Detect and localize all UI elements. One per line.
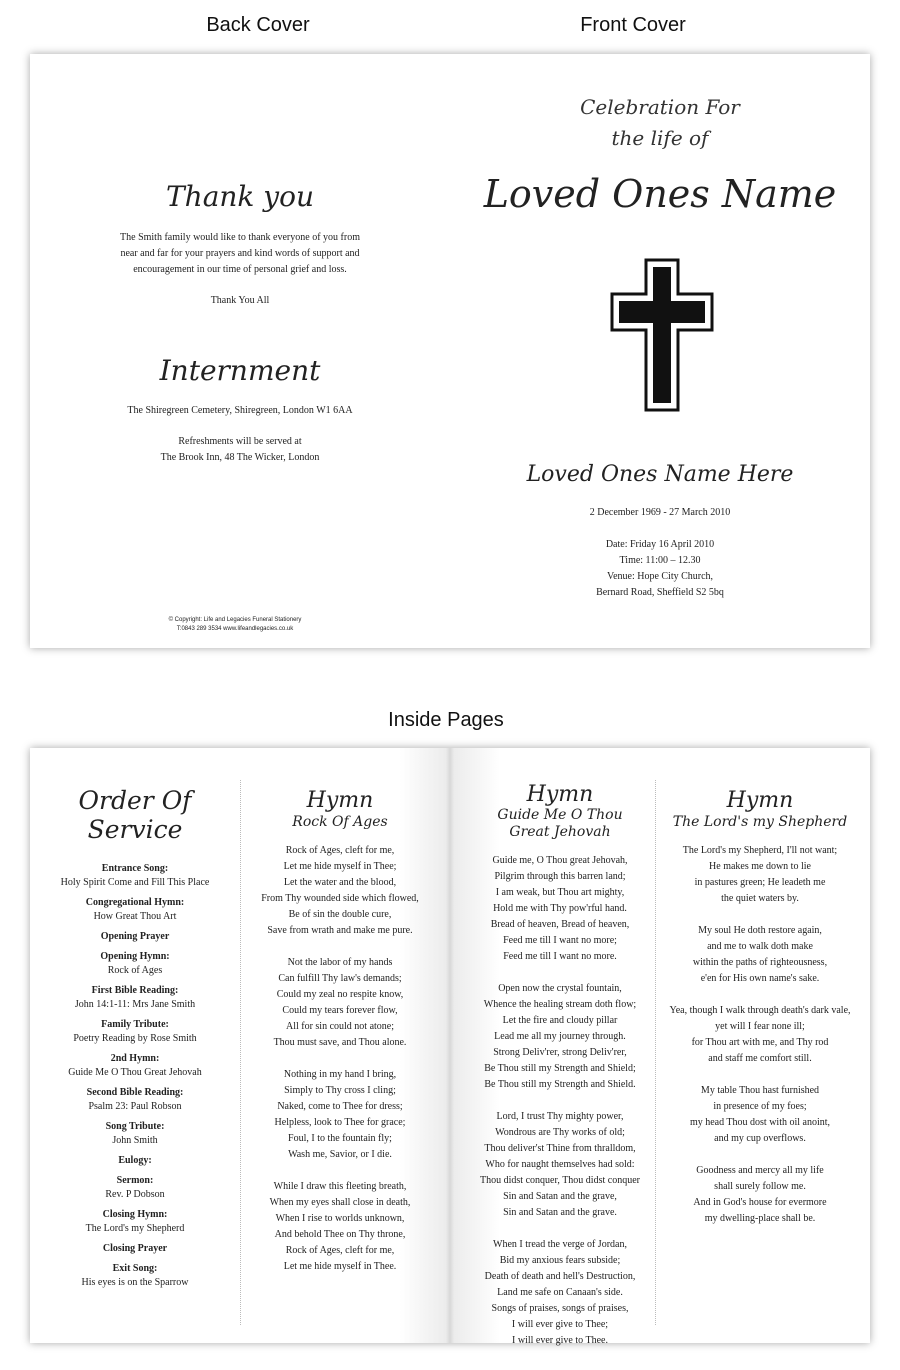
back-cover-label: Back Cover bbox=[206, 14, 310, 36]
order-item-value: Rock of Ages bbox=[107, 965, 163, 976]
hymn-line: within the paths of righteousness, bbox=[692, 957, 828, 968]
hymn-line: Simply to Thy cross I cling; bbox=[284, 1085, 396, 1096]
hymn-line: And behold Thee on Thy throne, bbox=[274, 1229, 406, 1240]
refreshments-text: Refreshments will be served at The Brook Inn, 48 The Wicker, London bbox=[160, 436, 320, 463]
hymn-line: Open now the crystal fountain, bbox=[498, 983, 622, 994]
hymn-stanza bbox=[658, 1003, 862, 1067]
service-details: Date: Friday 16 April 2010 Time: 11:00 – 12.30 Venue: Hope City Church, Bernard Road, Sheffield S2 5bq bbox=[596, 539, 724, 598]
hymn-lyrics bbox=[658, 843, 862, 1227]
hymn-line: Not the labor of my hands bbox=[287, 957, 393, 968]
column-divider bbox=[240, 780, 241, 1325]
hymn-line: Who for naught themselves had sold: bbox=[485, 1159, 635, 1170]
hymn-stanza bbox=[658, 1163, 862, 1227]
hymn-line: While I draw this fleeting breath, bbox=[273, 1181, 407, 1192]
hymn-line: the quiet waters by. bbox=[721, 893, 799, 904]
hymn-line: And in God's house for evermore bbox=[693, 1197, 827, 1208]
hymn-line: Hold me with Thy pow'rful hand. bbox=[493, 903, 627, 914]
hymn-line: I will ever give to Thee. bbox=[512, 1335, 608, 1346]
hymn-line: Naked, come to Thee for dress; bbox=[277, 1101, 403, 1112]
hymn-line: Thou deliver'st Thine from thralldom, bbox=[484, 1143, 636, 1154]
order-item bbox=[40, 1052, 230, 1080]
hymn-line: Nothing in my hand I bring, bbox=[283, 1069, 397, 1080]
hymn-line: My table Thou hast furnished bbox=[700, 1085, 820, 1096]
hymn-line: yet will I fear none ill; bbox=[715, 1021, 805, 1032]
order-item-heading: Exit Song: bbox=[112, 1263, 158, 1274]
order-item bbox=[40, 1208, 230, 1236]
hymn-line: My soul He doth restore again, bbox=[698, 925, 822, 936]
hymn-stanza bbox=[462, 1237, 658, 1349]
order-item-heading: First Bible Reading: bbox=[91, 985, 179, 996]
hymn-line: I am weak, but Thou art mighty, bbox=[495, 887, 625, 898]
order-item-heading: Eulogy: bbox=[118, 1155, 152, 1166]
internment-title: Internment bbox=[159, 354, 321, 387]
hymn-stanza bbox=[242, 1179, 438, 1275]
hymn-line: e'en for His own name's sake. bbox=[700, 973, 820, 984]
copyright: © Copyright: Life and Legacies Funeral Stationery T:0843 289 3534 www.lifeandlegacies.co.uk bbox=[168, 617, 302, 632]
order-item bbox=[40, 896, 230, 924]
hymn-line: Whence the healing stream doth flow; bbox=[483, 999, 637, 1010]
order-item-value: Psalm 23: Paul Robson bbox=[88, 1101, 182, 1112]
order-item-heading: Congregational Hymn: bbox=[85, 897, 185, 908]
hymn-line: Feed me till I want no more; bbox=[503, 935, 617, 946]
cross-icon bbox=[610, 258, 714, 412]
hymn-line: Goodness and mercy all my life bbox=[696, 1165, 824, 1176]
hymn-stanza bbox=[462, 1109, 658, 1221]
hymn-line: and me to walk doth make bbox=[707, 941, 813, 952]
hymn-stanza bbox=[658, 923, 862, 987]
order-item-heading: Family Tribute: bbox=[101, 1019, 169, 1030]
hymn-line: for Thou art with me, and Thy rod bbox=[691, 1037, 829, 1048]
hymn-line: When I rise to worlds unknown, bbox=[275, 1213, 405, 1224]
order-item-heading: Entrance Song: bbox=[101, 863, 169, 874]
hymn-lyrics bbox=[462, 853, 658, 1349]
order-item bbox=[40, 1174, 230, 1202]
order-item-heading: Second Bible Reading: bbox=[86, 1087, 184, 1098]
hymn-line: Pilgrim through this barren land; bbox=[494, 871, 626, 882]
order-item-value: Holy Spirit Come and Fill This Place bbox=[60, 877, 210, 888]
hymn-line: Songs of praises, songs of praises, bbox=[491, 1303, 629, 1314]
order-item bbox=[40, 1086, 230, 1114]
hymn-line: Bread of heaven, Bread of heaven, bbox=[490, 919, 630, 930]
hymn-line: Let the fire and cloudy pillar bbox=[502, 1015, 618, 1026]
order-item bbox=[40, 1120, 230, 1148]
order-item-heading: Closing Hymn: bbox=[102, 1209, 168, 1220]
hymn-title: Guide Me O Thou Great Jehovah bbox=[497, 807, 623, 840]
hymn-stanza bbox=[242, 843, 438, 939]
order-title: Order Of Service bbox=[78, 786, 192, 844]
hymn-line: Land me safe on Canaan's side. bbox=[497, 1287, 623, 1298]
hymn-line: Yea, though I walk through death's dark vale, bbox=[669, 1005, 851, 1016]
hymn-stanza bbox=[658, 1083, 862, 1147]
hymn-line: Be of sin the double cure, bbox=[288, 909, 392, 920]
hymn-line: Lord, I trust Thy mighty power, bbox=[496, 1111, 624, 1122]
celebration-heading: Celebration For the life of bbox=[580, 95, 740, 150]
thankyou-text: The Smith family would like to thank everyone of you from near and far for your prayers and kind words of support and encouragement in our time of personal grief and loss. bbox=[120, 232, 360, 275]
back-cover bbox=[30, 54, 450, 648]
hymn-line: my head Thou dost with oil anoint, bbox=[689, 1117, 831, 1128]
hymn-lyrics bbox=[242, 843, 438, 1275]
hymn-line: Be Thou still my Strength and Shield; bbox=[484, 1063, 636, 1074]
hymn-stanza bbox=[242, 955, 438, 1051]
order-item bbox=[40, 930, 230, 944]
hymn-line: Let the water and the blood, bbox=[283, 877, 397, 888]
hymn-line: Let me hide myself in Thee; bbox=[283, 861, 397, 872]
order-item bbox=[40, 950, 230, 978]
hymn-line: Rock of Ages, cleft for me, bbox=[285, 1245, 395, 1256]
order-item-heading: Song Tribute: bbox=[105, 1121, 165, 1132]
hymn-line: All for sin could not atone; bbox=[285, 1021, 395, 1032]
order-item-heading: Opening Hymn: bbox=[100, 951, 170, 962]
hymn-line: The Lord's my Shepherd, I'll not want; bbox=[682, 845, 838, 856]
hymn-line: When my eyes shall close in death, bbox=[269, 1197, 411, 1208]
hymn-line: Rock of Ages, cleft for me, bbox=[285, 845, 395, 856]
hymn-line: Strong Deliv'rer, strong Deliv'rer, bbox=[493, 1047, 627, 1058]
front-cover bbox=[450, 54, 870, 648]
order-item-value: John 14:1-11: Mrs Jane Smith bbox=[74, 999, 196, 1010]
life-dates: 2 December 1969 - 27 March 2010 bbox=[589, 507, 731, 518]
order-of-service bbox=[40, 786, 230, 1296]
front-cover-label: Front Cover bbox=[580, 14, 686, 36]
hymn-line: Could my tears forever flow, bbox=[282, 1005, 398, 1016]
hymn-line: He makes me down to lie bbox=[709, 861, 811, 872]
loved-one-name-here: Loved Ones Name Here bbox=[526, 462, 794, 487]
hymn-line: and staff me comfort still. bbox=[708, 1053, 812, 1064]
order-list bbox=[40, 862, 230, 1290]
order-item-heading: Opening Prayer bbox=[100, 931, 170, 942]
order-item-value: Guide Me O Thou Great Jehovah bbox=[68, 1067, 202, 1078]
hymn-label: Hymn bbox=[526, 782, 594, 807]
order-item bbox=[40, 984, 230, 1012]
order-item-heading: Closing Prayer bbox=[102, 1243, 168, 1254]
hymn-title: The Lord's my Shepherd bbox=[672, 814, 848, 830]
hymn-line: Bid my anxious fears subside; bbox=[499, 1255, 621, 1266]
hymn-title: Rock Of Ages bbox=[292, 814, 388, 830]
order-item bbox=[40, 1242, 230, 1256]
hymn-stanza bbox=[658, 843, 862, 907]
hymn-line: Helpless, look to Thee for grace; bbox=[274, 1117, 406, 1128]
hymn-line: Feed me till I want no more. bbox=[503, 951, 617, 962]
order-item bbox=[40, 1018, 230, 1046]
hymn-line: Death of death and hell's Destruction, bbox=[484, 1271, 636, 1282]
hymn-line: Thou must save, and Thou alone. bbox=[273, 1037, 407, 1048]
hymn-line: Guide me, O Thou great Jehovah, bbox=[492, 855, 628, 866]
hymn-line: Lead me all my journey through. bbox=[494, 1031, 626, 1042]
thankyou-title: Thank you bbox=[165, 180, 314, 213]
order-item bbox=[40, 1154, 230, 1168]
hymn-line: shall surely follow me. bbox=[714, 1181, 806, 1192]
order-item-value: His eyes is on the Sparrow bbox=[81, 1277, 189, 1288]
hymn-line: Thou didst conquer, Thou didst conquer bbox=[480, 1175, 640, 1186]
hymn-line: From Thy wounded side which flowed, bbox=[261, 893, 419, 904]
hymn-line: Could my zeal no respite know, bbox=[276, 989, 404, 1000]
hymn-line: Let me hide myself in Thee. bbox=[283, 1261, 397, 1272]
order-item-value: John Smith bbox=[112, 1135, 158, 1146]
thankyou-sign: Thank You All bbox=[210, 295, 270, 306]
hymn-line: Sin and Satan and the grave, bbox=[503, 1191, 617, 1202]
cover-sheet bbox=[30, 54, 870, 648]
order-item bbox=[40, 1262, 230, 1290]
hymn-stanza bbox=[462, 981, 658, 1093]
inside-sheet bbox=[30, 748, 870, 1346]
hymn-line: Sin and Satan and the grave. bbox=[503, 1207, 617, 1218]
hymn-label: Hymn bbox=[726, 788, 794, 813]
hymn-stanza bbox=[242, 1067, 438, 1163]
hymn-stanza bbox=[462, 853, 658, 965]
hymn-rock-of-ages bbox=[242, 788, 438, 1291]
order-item-value: Rev. P Dobson bbox=[105, 1189, 165, 1200]
hymn-line: Be Thou still my Strength and Shield. bbox=[484, 1079, 636, 1090]
hymn-line: and my cup overflows. bbox=[714, 1133, 806, 1144]
hymn-line: in presence of my foes; bbox=[713, 1101, 807, 1112]
hymn-guide-me bbox=[462, 782, 658, 1365]
order-item-value: How Great Thou Art bbox=[93, 911, 177, 922]
loved-one-name-script: Loved Ones Name bbox=[483, 172, 837, 216]
inside-pages-label: Inside Pages bbox=[388, 709, 504, 731]
hymn-lords-my-shepherd bbox=[658, 788, 862, 1243]
order-item bbox=[40, 862, 230, 890]
hymn-label: Hymn bbox=[306, 788, 374, 813]
hymn-line: Can fulfill Thy law's demands; bbox=[278, 973, 402, 984]
order-item-value: Poetry Reading by Rose Smith bbox=[73, 1033, 197, 1044]
order-item-value: The Lord's my Shepherd bbox=[85, 1223, 185, 1234]
hymn-line: When I tread the verge of Jordan, bbox=[493, 1239, 627, 1250]
order-item-heading: Sermon: bbox=[116, 1175, 154, 1186]
hymn-line: Save from wrath and make me pure. bbox=[267, 925, 413, 936]
hymn-line: Wondrous are Thy works of old; bbox=[495, 1127, 625, 1138]
hymn-line: Wash me, Savior, or I die. bbox=[288, 1149, 392, 1160]
hymn-line: my dwelling-place shall be. bbox=[704, 1213, 816, 1224]
hymn-line: Foul, I to the fountain fly; bbox=[288, 1133, 392, 1144]
order-item-heading: 2nd Hymn: bbox=[110, 1053, 160, 1064]
hymn-line: I will ever give to Thee; bbox=[511, 1319, 609, 1330]
internment-place: The Shiregreen Cemetery, Shiregreen, London W1 6AA bbox=[127, 405, 353, 416]
hymn-line: in pastures green; He leadeth me bbox=[694, 877, 826, 888]
